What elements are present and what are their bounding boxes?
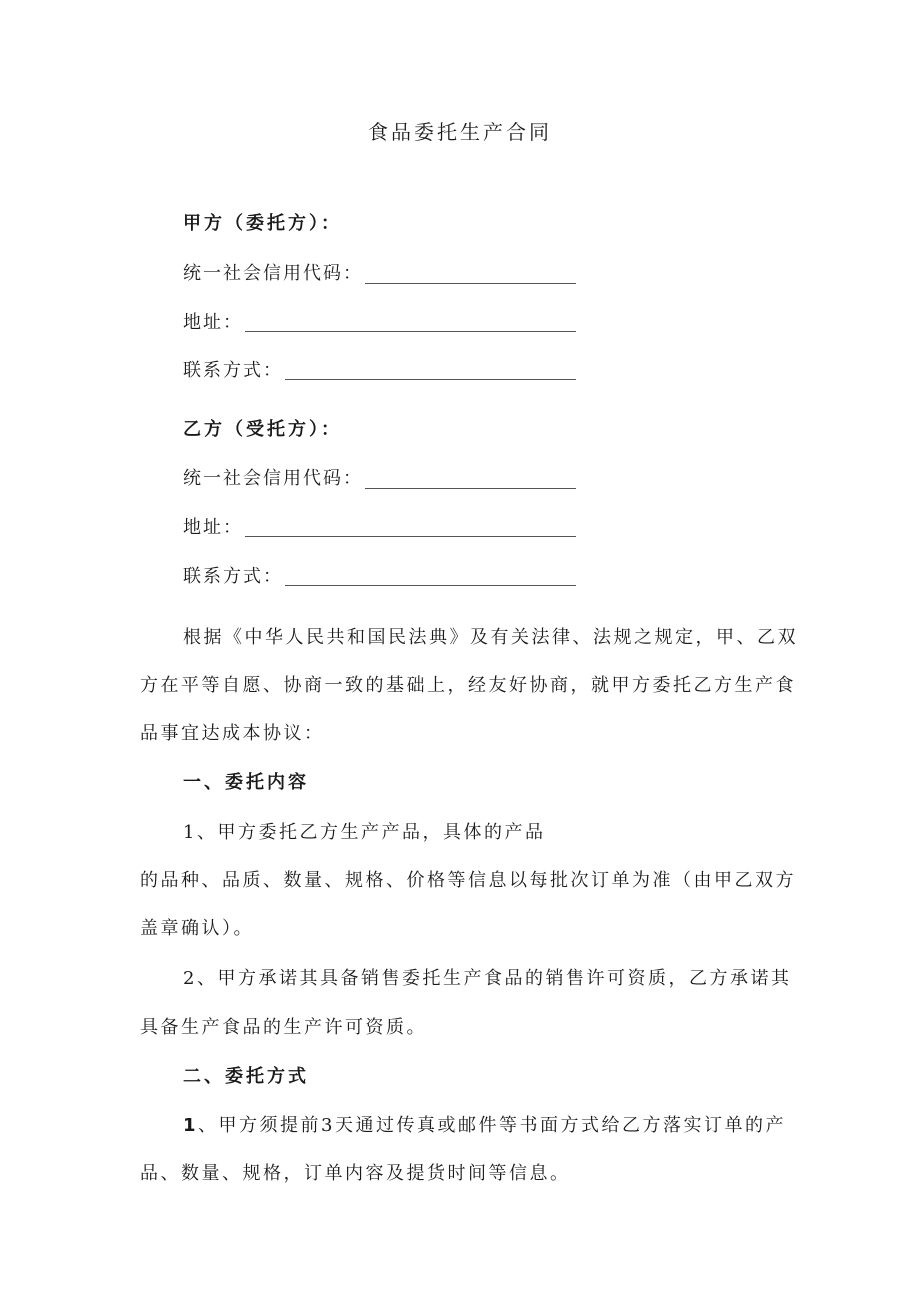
- party-b-address-label: 地址：: [183, 517, 243, 538]
- party-a-credit-code-row: [183, 262, 363, 286]
- party-a-address-row: [183, 311, 243, 335]
- section-1-item-2-line-1: 2、甲方承诺其具备销售委托生产食品的销售许可资质，乙方承诺其: [183, 968, 792, 989]
- section-2-item-1-number: 1: [183, 1115, 199, 1136]
- page-title: 食品委托生产合同: [368, 120, 552, 144]
- party-a-contact-label: 联系方式：: [183, 360, 283, 381]
- party-a-address-field[interactable]: [245, 331, 576, 332]
- party-a-address-label: 地址：: [183, 312, 243, 333]
- section-2-item-1-line-1: [183, 1114, 828, 1138]
- party-b-address-row: [183, 516, 243, 540]
- section-2-item-1-line-2: 品、数量、规格，订单内容及提货时间等信息。: [140, 1163, 571, 1184]
- preamble-line-2: 方在平等自愿、协商一致的基础上，经友好协商，就甲方委托乙方生产食: [140, 675, 796, 696]
- party-b-credit-code-row: [183, 467, 363, 491]
- party-a-credit-code-label: 统一社会信用代码：: [183, 263, 363, 284]
- party-b-contact-field[interactable]: [285, 585, 576, 586]
- section-1-item-1-line-1: 1、甲方委托乙方生产产品，具体的产品: [183, 822, 546, 843]
- party-b-address-field[interactable]: [245, 536, 576, 537]
- party-a-credit-code-field[interactable]: [365, 283, 576, 284]
- preamble-line-3: 品事宜达成本协议：: [140, 723, 325, 744]
- party-a-contact-field[interactable]: [285, 379, 576, 380]
- party-b-contact-row: [183, 565, 283, 589]
- preamble-line-1: 根据《中华人民共和国民法典》及有关法律、法规之规定，甲、乙双: [183, 627, 798, 648]
- party-b-contact-label: 联系方式：: [183, 566, 283, 587]
- section-1-item-1-line-2: 的品种、品质、数量、规格、价格等信息以每批次订单为准（由甲乙双方: [140, 870, 796, 891]
- party-a-contact-row: [183, 359, 283, 383]
- section-1-heading: 一、委托内容: [183, 772, 309, 793]
- section-2-item-1-text: 、甲方须提前3天通过传真或邮件等书面方式给乙方落实订单的产: [198, 1115, 786, 1136]
- section-2-heading: 二、委托方式: [183, 1066, 309, 1087]
- party-b-credit-code-field[interactable]: [365, 488, 576, 489]
- section-1-item-1-line-3: 盖章确认）。: [140, 918, 254, 939]
- party-a-heading: 甲方（委托方）：: [183, 213, 342, 234]
- section-1-item-2-line-2: 具备生产食品的生产许可资质。: [140, 1017, 427, 1038]
- party-b-heading: 乙方（受托方）：: [183, 419, 342, 440]
- party-b-credit-code-label: 统一社会信用代码：: [183, 468, 363, 489]
